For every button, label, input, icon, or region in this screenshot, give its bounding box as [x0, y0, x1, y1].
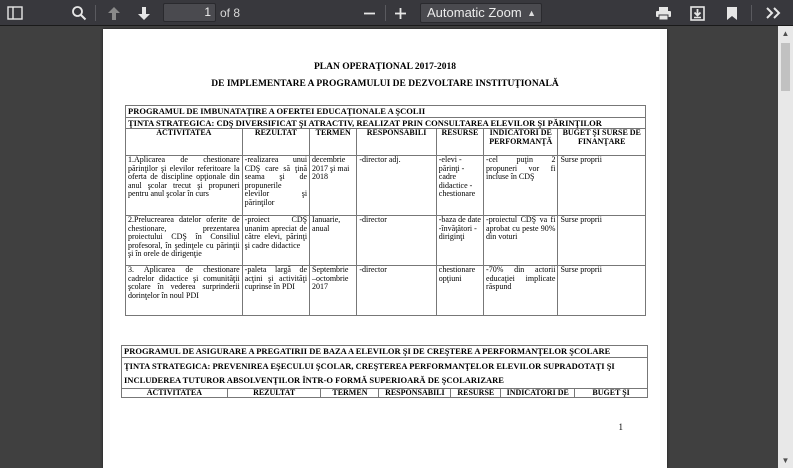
page-number-input[interactable]: 1: [163, 3, 216, 22]
operational-plan-table-2: [121, 345, 648, 398]
column-header: BUGET ŞI SURSE DE FINANŢARE: [558, 129, 646, 156]
table-cell: -paleta largă de acţini şi activităţi cuprinse în PDI: [242, 266, 309, 316]
table-cell: Septembrie –octombrie 2017: [310, 266, 357, 316]
column-header: RESPONSABILI: [379, 388, 451, 398]
scrollbar-thumb[interactable]: [781, 43, 790, 91]
zoom-in-icon: [394, 7, 407, 20]
find-button[interactable]: [66, 2, 92, 24]
table-cell: -70% din actorii educaţiei implicate răspund: [484, 266, 558, 316]
scroll-up-icon[interactable]: ▲: [781, 29, 790, 38]
previous-page-button[interactable]: [101, 2, 127, 24]
sidebar-toggle-button[interactable]: [2, 2, 28, 24]
table-cell: 1.Aplicarea de chestionare părinţilor şi elevilor referitoare la oferta de discipline opţionale din anul şcolar trecut şi propuneri pentru anul şcolar în curs: [126, 156, 243, 216]
table-cell: Ianuarie, anual: [310, 216, 357, 266]
bookmark-icon: [726, 6, 738, 21]
vertical-scrollbar[interactable]: [778, 26, 793, 468]
toolbar-separator: [751, 5, 752, 21]
print-icon: [655, 6, 672, 21]
table-cell: -elevi -părinţi -cadre didactice -chestionare: [436, 156, 483, 216]
table-cell: 2.Prelucrearea datelor oferite de chestionare, prezentarea proiectului CDŞ în Consiliul profesoral, în şedinţele cu părinţii şi în orele de dirigenţie: [126, 216, 243, 266]
operational-plan-table-1: [125, 105, 646, 316]
tools-button[interactable]: [760, 2, 786, 24]
download-icon: [690, 6, 705, 21]
page-number: 1: [618, 422, 623, 432]
table-cell: Surse proprii: [558, 216, 646, 266]
table-cell: -cel puţin 2 propuneri vor fi incluse în CDŞ: [484, 156, 558, 216]
zoom-select-label: Automatic Zoom: [427, 5, 522, 20]
zoom-out-button[interactable]: [356, 2, 382, 24]
table-cell: Surse proprii: [558, 266, 646, 316]
table-cell: -proiect CDŞ unanim apreciat de către elevi, părinţi şi cadre didactice: [242, 216, 309, 266]
search-icon: [71, 5, 87, 21]
zoom-in-button[interactable]: [387, 2, 413, 24]
tools-icon: [765, 6, 781, 20]
program-heading: PROGRAMUL DE IMBUNATAŢIRE A OFERTEI EDUCAŢIONALE A ŞCOLII: [126, 106, 646, 118]
column-header: INDICATORI DE PERFORMANŢĂ: [484, 129, 558, 156]
table-row: [126, 216, 646, 266]
column-header: BUGET ŞI: [575, 388, 648, 398]
column-header: RESURSE: [451, 388, 501, 398]
column-header: ACTIVITATEA: [126, 129, 243, 156]
table-cell: -baza de date -învăţători -diriginţi: [436, 216, 483, 266]
strategic-target-heading: ŢINTA STRATEGICA: PREVENIREA EŞECULUI ŞCOLAR, CREŞTEREA PERFORMANŢELOR ELEVILOR SUPRADOTAŢI ŞI INCLUDEREA TUTUROR ABSOLVENŢILOR ÎNTR-O FORMĂ SUPERIOARĂ DE ŞCOLARIZARE: [122, 357, 648, 388]
table-cell: decembrie 2017 şi mai 2018: [310, 156, 357, 216]
table-cell: -proiectul CDŞ va fi aprobat cu peste 90% din voturi: [484, 216, 558, 266]
table-cell: 3. Aplicarea de chestionare cadrelor didactice şi comunităţii şcolare în vederea surprinderii dorinţelor în noul PDI: [126, 266, 243, 316]
zoom-select[interactable]: [420, 3, 542, 23]
print-button[interactable]: [650, 2, 676, 24]
page-count-label: of 8: [220, 6, 241, 20]
sidebar-toggle-icon: [7, 6, 23, 20]
chevron-updown-icon: ▲: [527, 8, 536, 18]
table-cell: Surse proprii: [558, 156, 646, 216]
column-header: ACTIVITATEA: [122, 388, 228, 398]
previous-page-icon: [107, 6, 121, 21]
scroll-down-icon[interactable]: ▼: [781, 456, 790, 465]
column-header: REZULTAT: [227, 388, 321, 398]
zoom-out-icon: [363, 7, 376, 20]
table-cell: chestionare opţiuni: [436, 266, 483, 316]
column-header: RESPONSABILI: [357, 129, 436, 156]
pdf-toolbar: [0, 0, 793, 26]
next-page-icon: [137, 6, 151, 21]
column-header: RESURSE: [436, 129, 483, 156]
toolbar-separator: [95, 5, 96, 21]
next-page-button[interactable]: [131, 2, 157, 24]
table-cell: -director adj.: [357, 156, 436, 216]
bookmark-button[interactable]: [719, 2, 745, 24]
table-cell: -director: [357, 266, 436, 316]
column-header: TERMEN: [310, 129, 357, 156]
program-heading: PROGRAMUL DE ASIGURARE A PREGATIRII DE BAZA A ELEVILOR ŞI DE CREŞTERE A PERFORMANŢELOR ŞCOLARE: [122, 346, 648, 358]
strategic-target-heading: ŢINTA STRATEGICA: CDŞ DIVERSIFICAT ŞI ATRACTIV, REALIZAT PRIN CONSULTAREA ELEVILOR ŞI PĂRINŢILOR: [126, 117, 646, 129]
table-cell: -director: [357, 216, 436, 266]
document-subtitle: DE IMPLEMENTARE A PROGRAMULUI DE DEZVOLTARE INSTITUŢIONALĂ: [211, 79, 559, 89]
column-header: TERMEN: [321, 388, 379, 398]
document-viewer[interactable]: [0, 26, 778, 468]
toolbar-separator: [385, 5, 386, 21]
column-header: REZULTAT: [242, 129, 309, 156]
pdf-page: [103, 29, 667, 468]
table-row: [126, 156, 646, 216]
document-title: PLAN OPERAŢIONAL 2017-2018: [314, 62, 456, 72]
download-button[interactable]: [684, 2, 710, 24]
column-header: INDICATORI DE: [501, 388, 575, 398]
table-cell: -realizarea unui CDŞ care să ţină seama şi de propunerile elevilor şi părinţilor: [242, 156, 309, 216]
table-row: [126, 266, 646, 316]
